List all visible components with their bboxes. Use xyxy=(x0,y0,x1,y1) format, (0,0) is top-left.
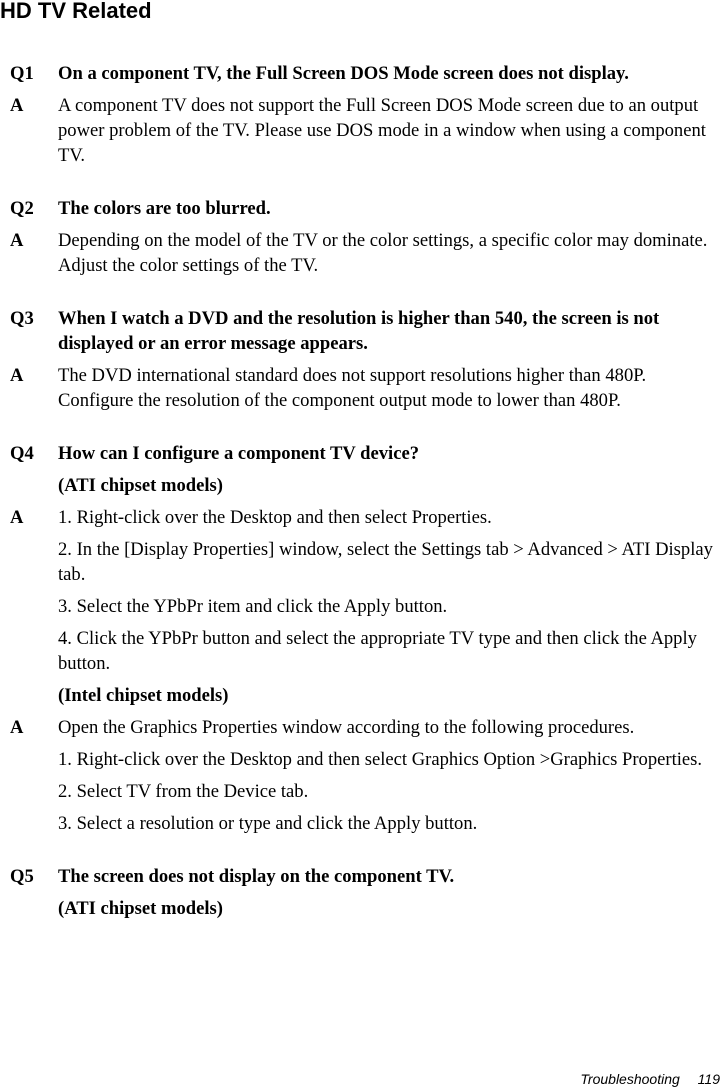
page-footer xyxy=(580,1070,720,1088)
intel-chipset-heading: (Intel chipset models) xyxy=(58,685,229,706)
question-number: Q5 xyxy=(10,866,34,887)
answer-step: 2. Select TV from the Device tab. xyxy=(58,781,309,802)
question-row xyxy=(10,306,722,356)
question-number: Q4 xyxy=(10,443,34,464)
subheading-row xyxy=(10,896,722,921)
subheading-row xyxy=(10,683,722,708)
answer-text: The DVD international standard does not support resolutions higher than 480P. Configure the resolution of the component output mode to lower than 480P. xyxy=(58,365,647,411)
faq-item-q4 xyxy=(10,441,722,836)
question-text: On a component TV, the Full Screen DOS Mode screen does not display. xyxy=(58,63,629,84)
ati-chipset-heading: (ATI chipset models) xyxy=(58,475,223,496)
question-row xyxy=(10,864,722,889)
answer-row xyxy=(10,626,722,676)
question-row xyxy=(10,441,722,466)
question-text: When I watch a DVD and the resolution is higher than 540, the screen is not displayed or an error message appears. xyxy=(58,308,660,354)
answer-label: A xyxy=(10,717,24,738)
answer-label: A xyxy=(10,365,24,386)
question-number: Q2 xyxy=(10,198,34,219)
answer-step: 1. Right-click over the Desktop and then select Properties. xyxy=(58,507,492,528)
answer-label: A xyxy=(10,507,24,528)
answer-step: 4. Click the YPbPr button and select the appropriate TV type and then click the Apply button. xyxy=(58,628,697,674)
question-number: Q1 xyxy=(10,63,34,84)
answer-row xyxy=(10,537,722,587)
question-number: Q3 xyxy=(10,308,34,329)
ati-chipset-heading: (ATI chipset models) xyxy=(58,898,223,919)
answer-row xyxy=(10,747,722,772)
answer-step: 3. Select a resolution or type and click the Apply button. xyxy=(58,813,478,834)
answer-text: A component TV does not support the Full Screen DOS Mode screen due to an output power problem of the TV. Please use DOS mode in a window when using a component TV. xyxy=(58,95,706,166)
question-row xyxy=(10,196,722,221)
answer-text: Depending on the model of the TV or the color settings, a specific color may dominate. Adjust the color settings of the TV. xyxy=(58,230,708,276)
faq-item-q2 xyxy=(10,196,722,278)
page-title: HD TV Related xyxy=(0,0,152,23)
answer-row xyxy=(10,715,722,740)
question-text: How can I configure a component TV device? xyxy=(58,443,420,464)
subheading-row xyxy=(10,473,722,498)
answer-row xyxy=(10,93,722,168)
answer-row xyxy=(10,505,722,530)
answer-step: 3. Select the YPbPr item and click the Apply button. xyxy=(58,596,448,617)
question-text: The screen does not display on the component TV. xyxy=(58,866,455,887)
faq-item-q5 xyxy=(10,864,722,921)
question-text: The colors are too blurred. xyxy=(58,198,271,219)
answer-label: A xyxy=(10,95,24,116)
faq-item-q1 xyxy=(10,61,722,168)
answer-text: Open the Graphics Properties window according to the following procedures. xyxy=(58,717,635,738)
answer-label: A xyxy=(10,230,24,251)
answer-row xyxy=(10,228,722,278)
answer-step: 1. Right-click over the Desktop and then select Graphics Option >Graphics Properties. xyxy=(58,749,703,770)
answer-step: 2. In the [Display Properties] window, select the Settings tab > Advanced > ATI Display tab. xyxy=(58,539,713,585)
answer-row xyxy=(10,779,722,804)
footer-section-name: Troubleshooting xyxy=(580,1071,680,1087)
answer-row xyxy=(10,594,722,619)
faq-item-q3 xyxy=(10,306,722,413)
answer-row xyxy=(10,811,722,836)
faq-list xyxy=(10,61,722,949)
question-row xyxy=(10,61,722,86)
page-number: 119 xyxy=(697,1071,720,1087)
answer-row xyxy=(10,363,722,413)
